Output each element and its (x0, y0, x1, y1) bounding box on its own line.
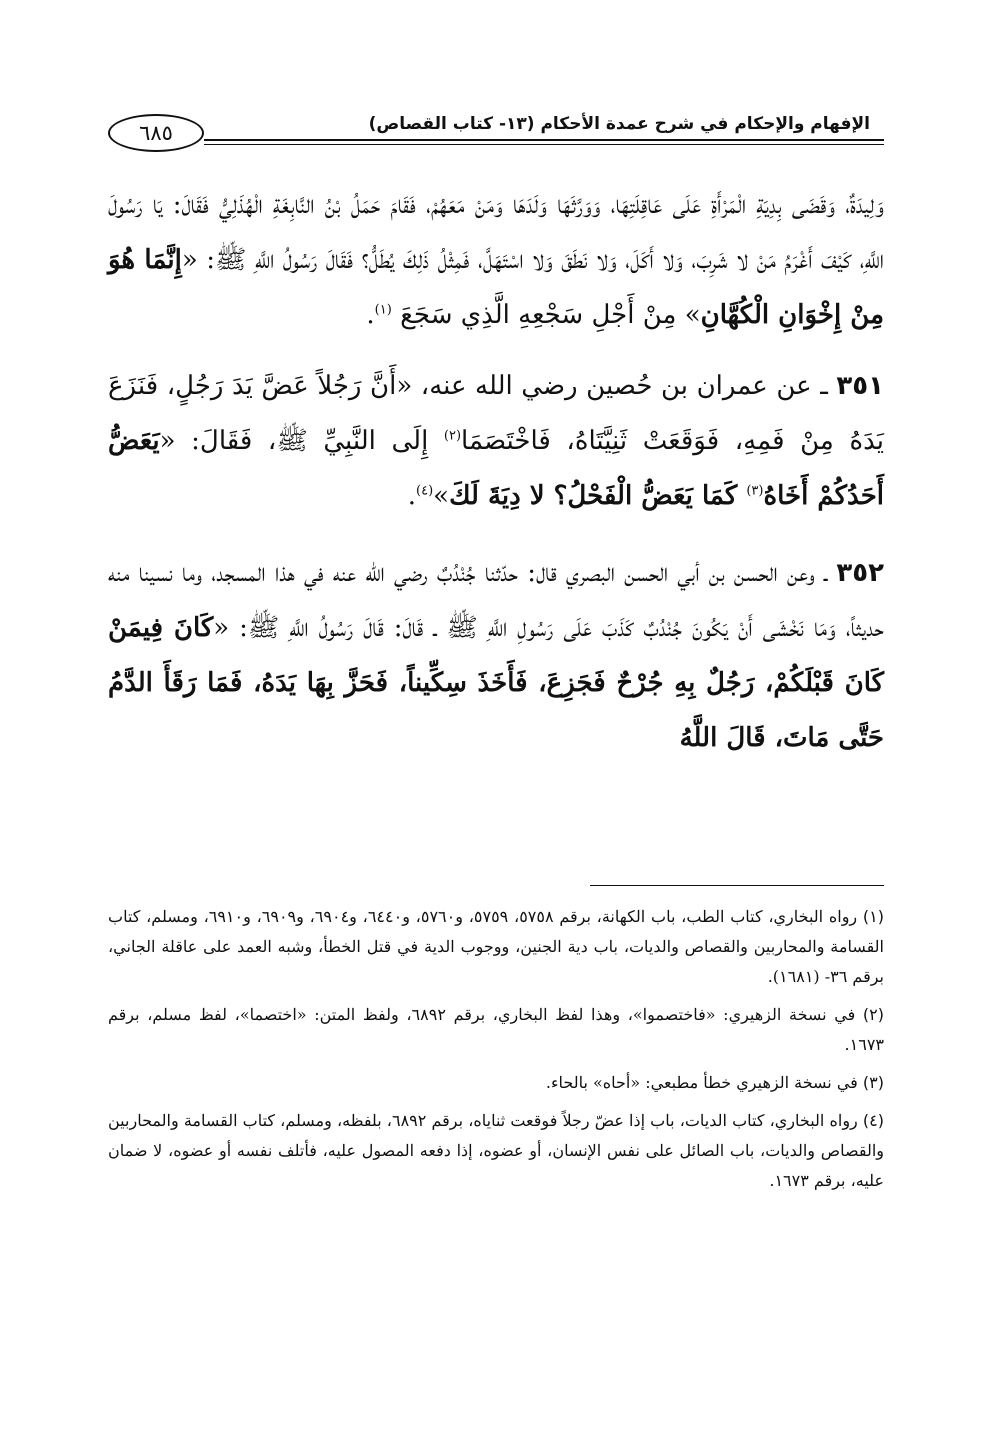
footnote-3: (٣) في نسخة الزهيري خطأ مطبعي: «أحاه» بالحاء. (545, 1073, 884, 1092)
footnote-ref: (١) (374, 302, 392, 318)
hadith-quote: كَانَ فِيمَنْ كَانَ قَبْلَكُمْ، رَجُلٌ بِهِ جُرْحٌ فَجَزِعَ، فَأَخَذَ سِكِّيناً، فَحَزَّ بِهَا يَدَهُ، فَمَا رَقَأَ الدَّمُ حَتَّى مَاتَ، قَالَ اللَّهُ (108, 613, 884, 753)
footnotes (108, 902, 884, 1204)
footnote-ref: (٣) (746, 483, 764, 499)
running-title: الإفهام والإحكام في شرح عمدة الأحكام (١٣- كتاب القصاص) (368, 114, 870, 134)
header-rule (204, 139, 884, 141)
hadith-quote: إِنَّمَا هُوَ مِنْ إِخْوَانِ الْكُهَّانِ (108, 245, 884, 330)
page-header (108, 108, 884, 156)
hadith-351: ٣٥١ ـ عن عمران بن حُصين رضي الله عنه، «أَنَّ رَجُلاً عَضَّ يَدَ رَجُلٍ، فَنَزَعَ يَدَهُ مِنْ فَمِهِ، فَوَقَعَتْ ثَنِيَّتَاهُ، فَاخْتَصَمَا$^{(٢)}$ إِلَى النَّبِيِّ ﷺ، فَقَالَ: «يَعَضُّ أَحَدُكُمْ أَخَاهُ$^{(٣)}$ كَمَا يَعَضُّ الْفَحْلُ؟ لا دِيَةَ لَكَ»$^{(٤)}$. (108, 371, 884, 511)
hadith-quote: يَعَضُّ أَحَدُكُمْ أَخَاهُ (108, 426, 884, 511)
hadith-number: ٣٥٢ (836, 558, 884, 588)
footnote-2: (٢) في نسخة الزهيري: «فاختصموا»، وهذا لفظ البخاري، برقم ٦٨٩٢، ولفظ المتن: «اختصما»، لفظ مسلم، برقم ١٦٧٣. (108, 1005, 885, 1054)
hadith-quote: كَمَا يَعَضُّ الْفَحْلُ؟ لا دِيَةَ لَكَ (449, 481, 747, 511)
main-text (108, 178, 884, 766)
hadith-number: ٣٥١ (836, 371, 884, 401)
page-number: ٦٨٥ (108, 114, 204, 152)
hadith-352: ٣٥٢ ـ وعن الحسن بن أبي الحسن البصري قال: حدّثنا جُنْدُبٌ رضي الله عنه في هذا المسجد، وما نسينا منه حديثاً، وَمَا نَخْشَى أَنْ يَكُونَ جُنْدُبٌ كَذَبَ عَلَى رَسُولِ اللَّهِ ﷺ ـ قَالَ: قَالَ رَسُولُ اللَّهِ ﷺ: «كَانَ فِيمَنْ كَانَ قَبْلَكُمْ، رَجُلٌ بِهِ جُرْحٌ فَجَزِعَ، فَأَخَذَ سِكِّيناً، فَحَزَّ بِهَا يَدَهُ، فَمَا رَقَأَ الدَّمُ حَتَّى مَاتَ، قَالَ اللَّهُ (108, 558, 885, 753)
footnote-separator (590, 885, 884, 886)
footnote-1: (١) رواه البخاري، كتاب الطب، باب الكهانة، برقم ٥٧٥٨، ٥٧٥٩، و٥٧٦٠، و٦٤٤٠، و٦٩٠٤، و٦٩٠٩، و٦٩١٠، ومسلم، كتاب القسامة والمحاربين والقصاص والديات، باب دية الجنين، ووجوب الدية في قتل الخطأ، وشبه العمد على عاقلة الجاني، برقم ٣٦- (١٦٨١). (108, 907, 885, 986)
footnote-4: (٤) رواه البخاري، كتاب الديات، باب إذا عضّ رجلاً فوقعت ثناياه، برقم ٦٨٩٢، بلفظه، ومسلم، كتاب القسامة والمحاربين والقصاص والديات، باب الصائل على نفس الإنسان، أو عضوه، إذا دفعه المصول عليه، فأتلف نفسه أو عضوه، لا ضمان عليه، برقم ١٦٧٣. (108, 1111, 885, 1190)
header-rule-thin (204, 144, 884, 145)
paragraph-continuation: وَلِيدَةٌ، وَقَضَى بِدِيَةِ الْمَرْأَةِ عَلَى عَاقِلَتِهَا، وَوَرَّثَهَا وَلَدَهَا وَمَنْ مَعَهُمْ، فَقَامَ حَمَلُ بْنُ النَّابِغَةِ الْهُذَلِيُّ فَقَالَ: يَا رَسُولَ اللَّهِ، كَيْفَ أَغْرَمُ مَنْ لا شَرِبَ، وَلا أَكَلَ، وَلا نَطَقَ وَلا اسْتَهَلَّ، فَمِثْلُ ذَلِكَ يُطَلُّ؟ فَقَالَ رَسُولُ اللَّهِ ﷺ: «إِنَّمَا هُوَ مِنْ إِخْوَانِ الْكُهَّانِ» مِنْ أَجْلِ سَجْعِهِ الَّذِي سَجَعَ $^{(١)}$. (108, 190, 884, 330)
footnote-ref: (٤) (416, 483, 434, 499)
footnote-ref: (٢) (443, 428, 462, 444)
